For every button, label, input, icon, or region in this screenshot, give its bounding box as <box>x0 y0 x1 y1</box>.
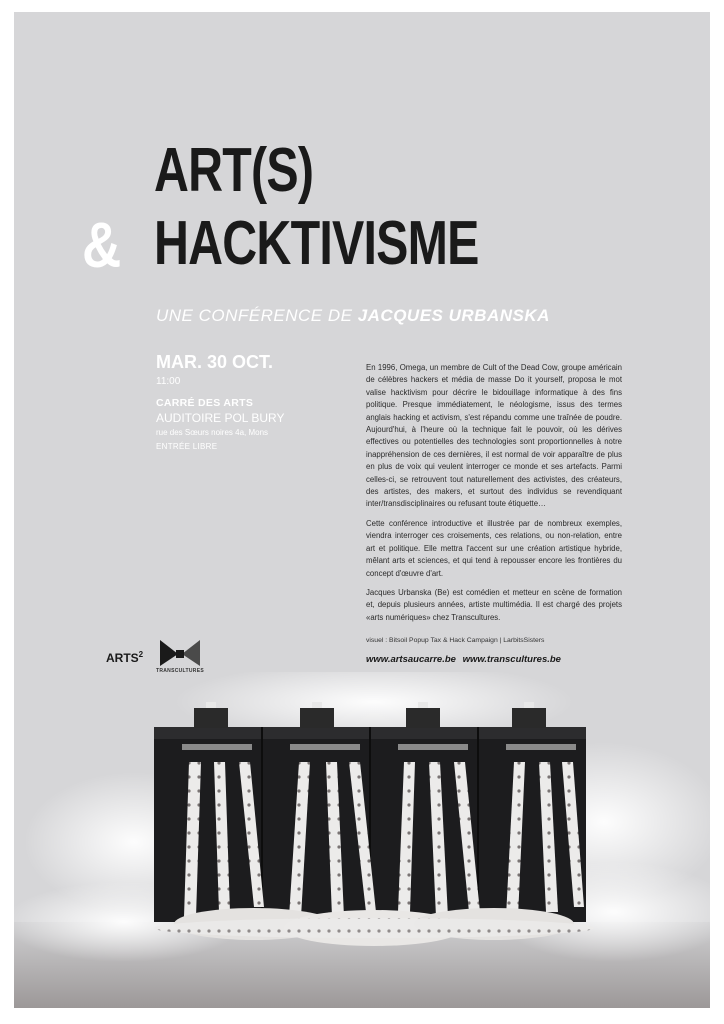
url-transcultures-link[interactable]: www.transcultures.be <box>462 654 561 665</box>
title-ampersand: & <box>82 209 122 281</box>
event-time: 11:00 <box>156 376 181 387</box>
body-paragraph-3: Jacques Urbanska (Be) est comédien et metteur en scène de formation et, depuis plusieurs années, artiste multimédia. Il est chargé des projets «arts numériques» chez Transcultures. <box>366 587 622 622</box>
arts2-logo-sup: 2 <box>138 650 144 659</box>
title-line-2: HACKTIVISME <box>154 209 479 278</box>
event-room: AUDITOIRE POL BURY <box>156 411 285 425</box>
title-line-1: ART(S) <box>154 136 314 205</box>
body-text <box>366 362 622 631</box>
subtitle-prefix: UNE CONFÉRENCE DE <box>156 306 353 325</box>
body-paragraph-2: Cette conférence introductive et illustrée par de nombreux exemples, viendra interroger ces croisements, ces relations, ou non-relation, entre art et politique. Elle mettra l'accent sur une création artistique hybride, mêlant arts et sciences, et qui tend à repousser encore les frontières du concept d'œuvre d'art. <box>366 518 622 578</box>
visual-credit: visuel : Bitsoil Popup Tax & Hack Campaign | LarbitsSisters <box>366 637 545 644</box>
transcultures-logo-text: TRANSCULTURES <box>156 668 204 674</box>
event-venue: CARRÉ DES ARTS <box>156 397 254 409</box>
urls <box>366 654 561 665</box>
event-date: MAR. 30 OCT. <box>156 352 274 372</box>
body-paragraph-1: En 1996, Omega, un membre de Cult of the Dead Cow, groupe américain de célèbres hackers et média de masse Do it yourself, proposa le mot valise hacktivism pour décrire le bidouillage informatique à des fins politique. Presque immédiatement, le néologisme, issus des termes anglais hacking et activism, s'est répandu comme une traînée de poudre. Aujourd'hui, à l'heure où la technique fait le pouvoir, où les dérives effectives ou potentielles des technologies sont proportionnelles à notre inappréhension de ces dernières, il est normal de voir apparaître de plus en plus de voix qui veulent interroger ce monde et ses artefacts. Parmi celles-ci, se retrouvent tout naturellement des activistes, des créateurs, des artistes, des makers, et surtout des individus se revendiquant inter/transdisciplinaires ou refusant toute étiquette… <box>366 363 622 509</box>
speaker-name: JACQUES URBANSKA <box>357 306 550 325</box>
artwork-image <box>14 672 710 1008</box>
subtitle <box>156 306 550 326</box>
event-entry: ENTRÉE LIBRE <box>156 442 218 451</box>
arts2-logo-text: ARTS <box>106 651 139 665</box>
url-artsaucarre-link[interactable]: www.artsaucarre.be <box>366 654 456 665</box>
arts2-logo <box>106 650 143 665</box>
event-address: rue des Sœurs noires 4a, Mons <box>156 428 269 437</box>
poster <box>14 12 710 1008</box>
